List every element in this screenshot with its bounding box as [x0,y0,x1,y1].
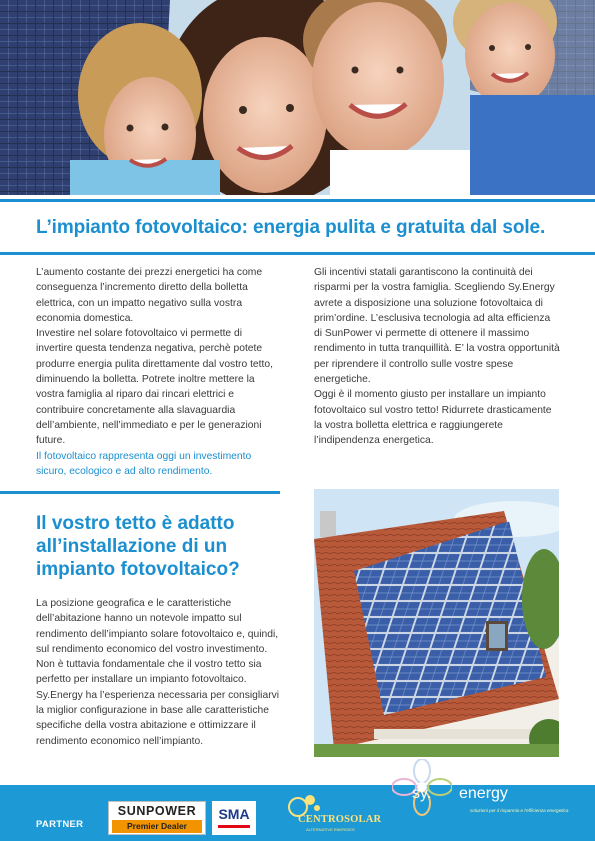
centrosolar-logo [284,791,380,839]
section2-body-column [36,596,280,749]
sunpower-logo [108,801,206,835]
syenergy-logo [392,759,592,841]
family-photo-illustration [0,0,595,195]
centrosolar-subtitle: ALTERNATIVE ENERGIES [306,827,355,832]
right-column [314,265,561,449]
syenergy-name-a: sy. [412,785,432,802]
title-band [0,195,595,261]
left-column [36,265,280,479]
syenergy-name-b: energy [459,785,508,802]
section2-rule [0,491,280,494]
title-bottom-rule [0,252,595,255]
sunpower-subtitle: Premier Dealer [126,821,187,831]
section2-paragraph: La posizione geografica e le caratteristiche dell’abitazione hanno un notevole impatto sul rendimento dell’impianto solare fotovoltaico e, quindi, sul rendimento economico del vostro investimento. Non è tuttavia fondamentale che il vostro tetto sia perfetto per installare un impianto fotovoltaico. Sy.Energy ha l’esperienza necessaria per consigliarvi la miglior configurazione in base alle caratteristiche specifiche della vostra abitazione e ottimizzare il rendimento economico nell’impianto. [36,598,280,747]
right-paragraph-2: Oggi è il momento giusto per installare un impianto fotovoltaico sul vostro tetto! Ridurrete drasticamente la vostra bolletta elettrica e raggiungerete l’indipendenza energetica. [314,389,552,447]
hero-photo [0,0,595,195]
partner-label: PARTNER [36,819,84,830]
left-highlight-paragraph: Il fotovoltaico rappresenta oggi un investimento sicuro, ecologico e ad alto rendimento. [36,450,252,477]
right-paragraph-1: Gli incentivi statali garantiscono la continuità dei risparmi per la vostra famiglia. Scegliendo Sy.Energy avrete a disposizione una soluzione fotovoltaica di prim’ordine. L’esclusiva tecnologia ad alta efficienza di SunPower vi permette di ottenere il massimo rendimento in tutta tranquillità. E’ la vostra opportunità per riprendere il controllo sulle vostre spese energetiche. [314,267,560,386]
centrosolar-name: CENTROSOLAR [298,814,382,825]
house-roof-illustration [314,489,559,757]
title-top-rule [0,199,595,202]
page-title: L’impianto fotovoltaico: energia pulita e gratuita dal sole. [36,217,546,238]
sma-name: SMA [218,806,250,822]
partner-footer [0,785,595,841]
section2-title: Il vostro tetto è adatto all’installazione di un impianto fotovoltaico? [36,513,240,580]
house-photo [314,489,559,757]
sunpower-name: SUNPOWER [117,804,197,818]
left-paragraph-1: L’aumento costante dei prezzi energetici ha come conseguenza l’incremento diretto della bolletta elettrica, con un impatto negativo sulla vostra economia domestica. [36,267,263,324]
left-paragraph-2: Investire nel solare fotovoltaico vi permette di invertire questa tendenza negativa, perchè potete produrre energia pulita direttamente dal vostro tetto, diminuendo la bolletta. Potrete inoltre mettere la vostra famiglia al riparo dai rincari elettrici e contribuire concretamente alla slavaguardia dell’ambiente, nell’immediato e per le generazioni future. [36,328,273,447]
syenergy-tagline: soluzioni per il risparmio e l'efficienza energetica [470,808,569,813]
sma-logo [212,801,256,835]
sma-red-line [218,825,250,828]
